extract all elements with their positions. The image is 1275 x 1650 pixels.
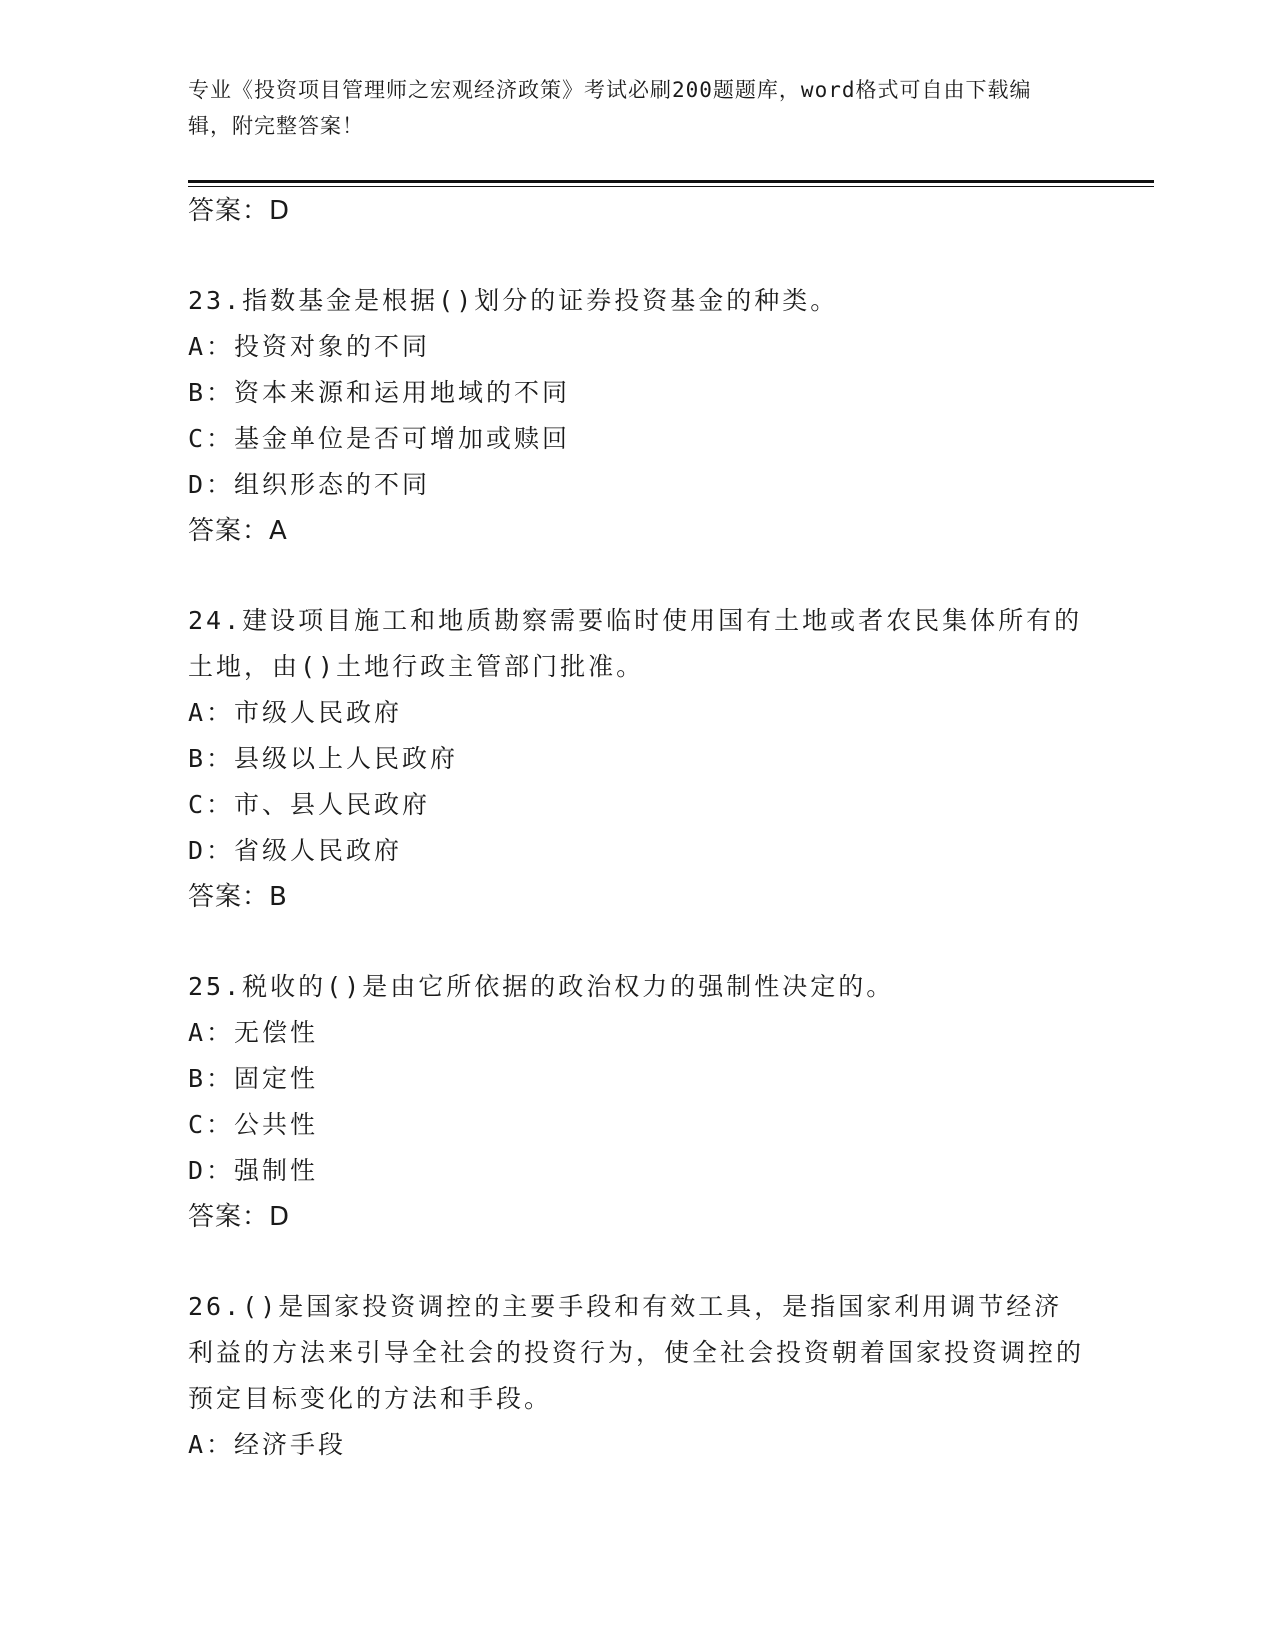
option-d: D：组织形态的不同: [188, 470, 431, 499]
question-text: 24.建设项目施工和地质勘察需要临时使用国有土地或者农民集体所有的土地，由()土地行政主管部门批准。: [188, 606, 1083, 681]
question-26: [188, 1284, 1088, 1468]
header-rule-thin: [188, 186, 1154, 187]
answer-line: 答案：D: [188, 1202, 291, 1232]
option-d: D：省级人民政府: [188, 836, 403, 865]
option-b: B：固定性: [188, 1064, 319, 1093]
question-text: 26.()是国家投资调控的主要手段和有效工具，是指国家利用调节经济利益的方法来引导全社会的投资行为，使全社会投资朝着国家投资调控的预定目标变化的方法和手段。: [188, 1292, 1085, 1413]
answer-line: 答案：A: [188, 516, 288, 546]
document-header: 专业《投资项目管理师之宏观经济政策》考试必刷200题题库，word格式可自由下载编辑，附完整答案！: [188, 78, 1032, 138]
header-rule-thick: [188, 180, 1154, 183]
option-c: C：基金单位是否可增加或赎回: [188, 424, 571, 453]
answer-line: 答案：D: [188, 196, 291, 226]
option-a: A：经济手段: [188, 1430, 347, 1459]
option-b: B：资本来源和运用地域的不同: [188, 378, 571, 407]
option-a: A：市级人民政府: [188, 698, 403, 727]
question-text: 25.税收的()是由它所依据的政治权力的强制性决定的。: [188, 972, 895, 1001]
option-a: A：投资对象的不同: [188, 332, 431, 361]
option-c: C：市、县人民政府: [188, 790, 431, 819]
question-text: 23.指数基金是根据()划分的证券投资基金的种类。: [188, 286, 839, 315]
answer-line: 答案：B: [188, 882, 288, 912]
option-b: B：县级以上人民政府: [188, 744, 459, 773]
question-list: [188, 188, 1088, 1468]
question-23: [188, 278, 1088, 554]
question-25: [188, 964, 1088, 1240]
question-24: [188, 598, 1088, 920]
option-a: A：无偿性: [188, 1018, 319, 1047]
option-c: C：公共性: [188, 1110, 319, 1139]
option-d: D：强制性: [188, 1156, 319, 1185]
